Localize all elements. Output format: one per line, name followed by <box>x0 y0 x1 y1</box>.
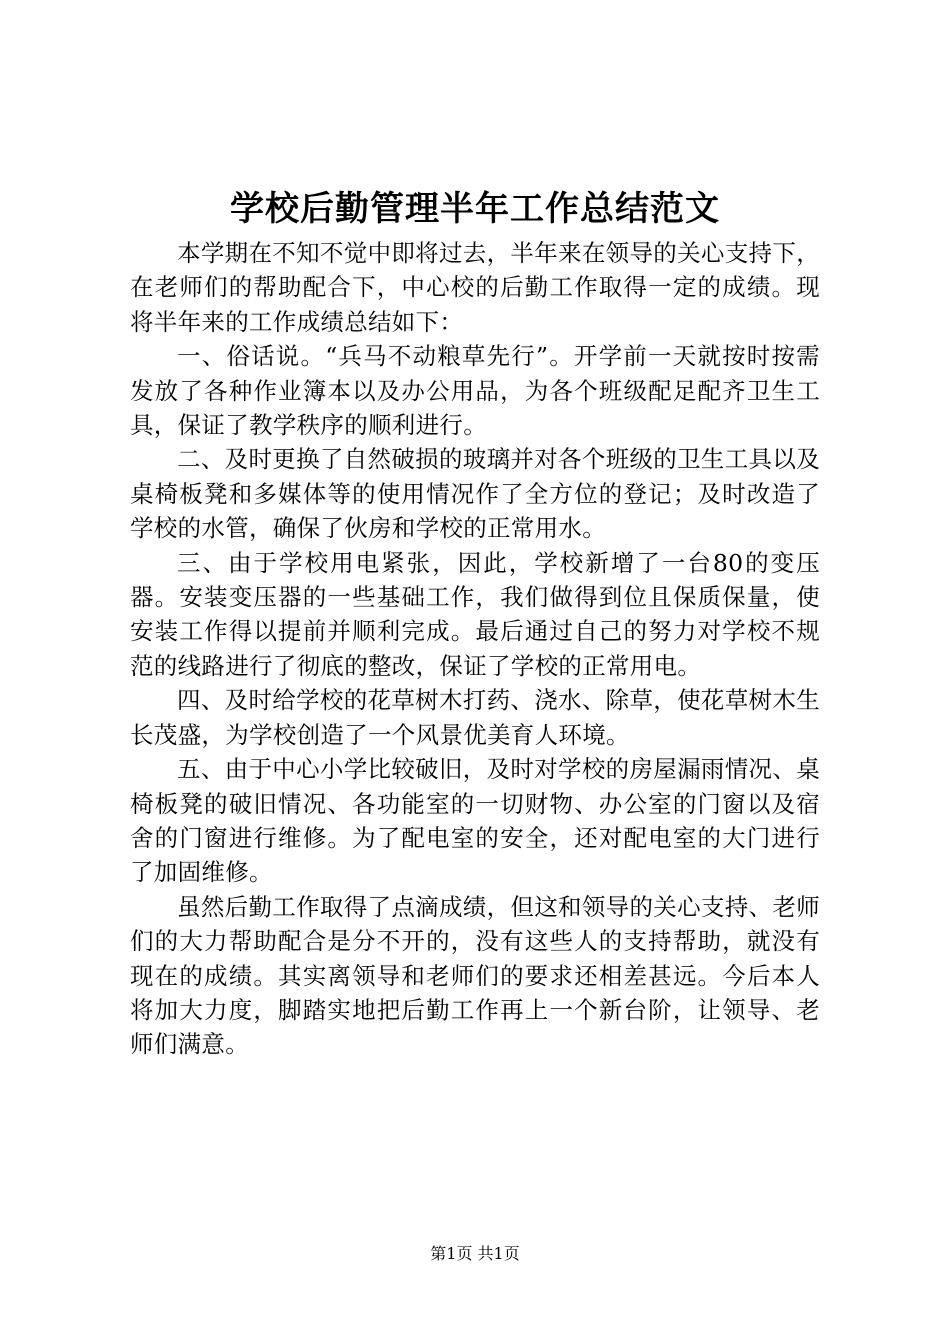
paragraph-item-3: 三、由于学校用电紧张，因此，学校新增了一台80的变压器。安装变压器的一些基础工作，我们做得到位且保质保量，使安装工作得以提前并顺利完成。最后通过自己的努力对学校不规范的线路进行了彻底的整改，保证了学校的正常用电。 <box>130 548 820 680</box>
paragraph-item-1: 一、俗话说。“兵马不动粮草先行”。开学前一天就按时按需发放了各种作业簿本以及办公用品，为各个班级配足配齐卫生工具，保证了教学秩序的顺利进行。 <box>130 342 820 440</box>
document-title: 学校后勤管理半年工作总结范文 <box>230 189 720 229</box>
paragraph-conclusion: 虽然后勤工作取得了点滴成绩，但这和领导的关心支持、老师们的大力帮助配合是分不开的，没有这些人的支持帮助，就没有现在的成绩。其实离领导和老师们的要求还相差甚远。今后本人将加大力度，脚踏实地把后勤工作再上一个新台阶，让领导、老师们满意。 <box>130 892 820 1059</box>
paragraph-item-4: 四、及时给学校的花草树木打药、浇水、除草，使花草树木生长茂盛，为学校创造了一个风景优美育人环境。 <box>130 686 820 749</box>
paragraph-item-2: 二、及时更换了自然破损的玻璃并对各个班级的卫生工具以及桌椅板凳和多媒体等的使用情况作了全方位的登记；及时改造了学校的水管，确保了伙房和学校的正常用水。 <box>130 445 820 543</box>
paragraph-intro: 本学期在不知不觉中即将过去，半年来在领导的关心支持下，在老师们的帮助配合下，中心校的后勤工作取得一定的成绩。现将半年来的工作成绩总结如下： <box>130 239 820 336</box>
page-footer: 第1页 共1页 <box>430 1244 520 1263</box>
paragraph-item-5: 五、由于中心小学比较破旧，及时对学校的房屋漏雨情况、桌椅板凳的破旧情况、各功能室的一切财物、办公室的门窗以及宿舍的门窗进行维修。为了配电室的安全，还对配电室的大门进行了加固维修。 <box>130 755 820 887</box>
document-body <box>130 236 820 1062</box>
